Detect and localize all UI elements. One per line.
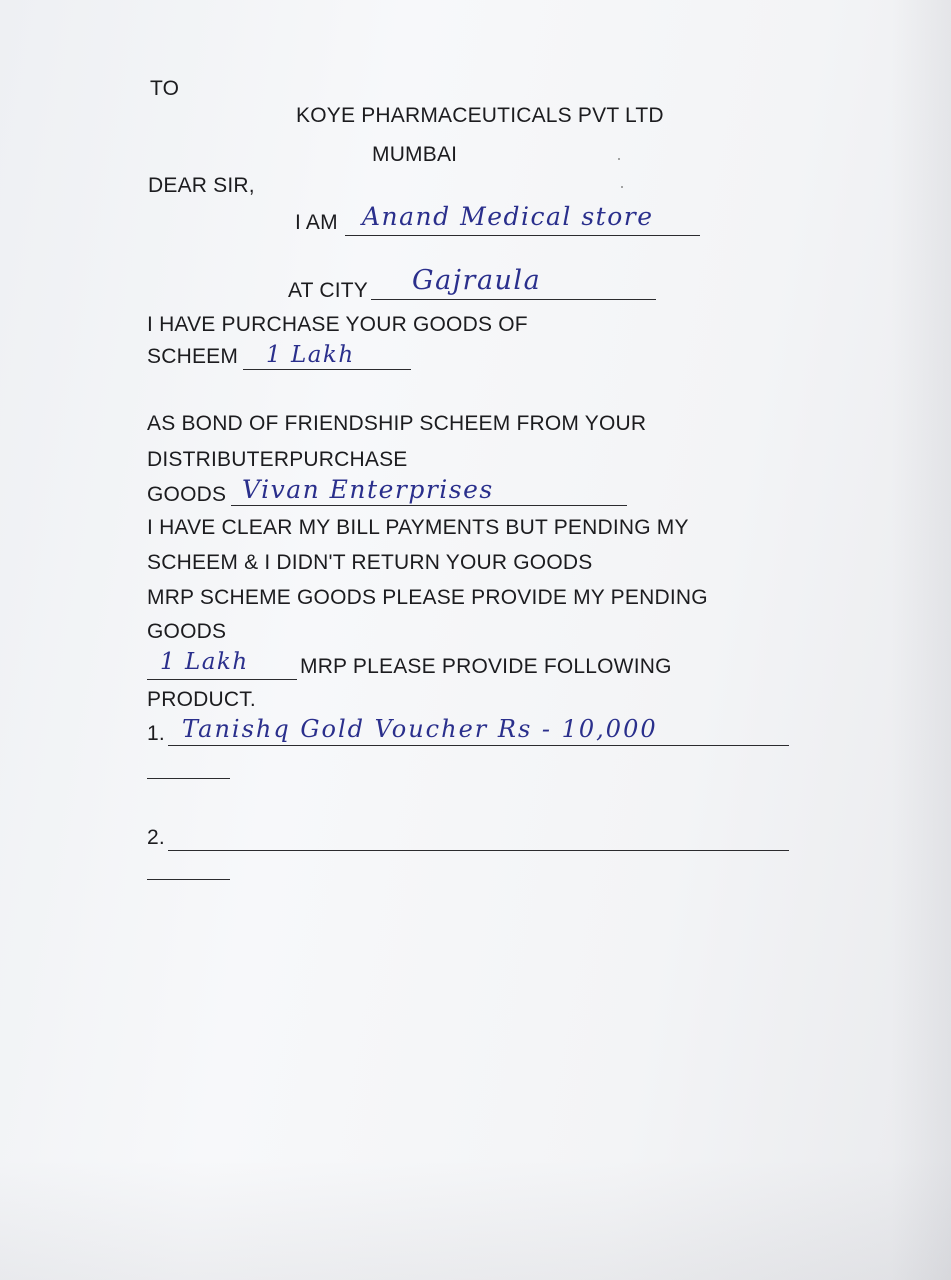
mrp-line-2: GOODS xyxy=(147,620,227,643)
item-2-number: 2. xyxy=(147,826,165,849)
bond-line-1: AS BOND OF FRIENDSHIP SCHEEM FROM YOUR xyxy=(147,412,647,435)
item-2-underline xyxy=(168,850,789,851)
mrp-line-1: MRP SCHEME GOODS PLEASE PROVIDE MY PENDING xyxy=(147,586,708,609)
salutation: DEAR SIR, xyxy=(148,174,255,197)
clear-line-2: SCHEEM & I DIDN'T RETURN YOUR GOODS xyxy=(147,551,593,574)
item-1-continuation-line xyxy=(147,778,230,779)
company-city: MUMBAI xyxy=(372,143,458,166)
product-label: PRODUCT. xyxy=(147,688,256,711)
purchase-line: I HAVE PURCHASE YOUR GOODS OF xyxy=(147,313,528,336)
i-am-label: I AM xyxy=(295,211,338,234)
pending-underline xyxy=(147,679,297,680)
ink-speck xyxy=(618,158,620,160)
scheem-underline xyxy=(243,369,411,370)
scheem-handwritten: 1 Lakh xyxy=(266,342,355,368)
item-1-underline xyxy=(168,745,789,746)
at-city-underline xyxy=(371,299,656,300)
bond-line-2: DISTRIBUTERPURCHASE xyxy=(147,448,408,471)
goods-underline xyxy=(231,505,627,506)
to-label: TO xyxy=(150,77,180,100)
ink-speck xyxy=(621,186,623,188)
page-shadow-right xyxy=(891,0,951,1280)
clear-line-1: I HAVE CLEAR MY BILL PAYMENTS BUT PENDING MY xyxy=(147,516,689,539)
at-city-label: AT CITY xyxy=(288,279,368,302)
company-name: KOYE PHARMACEUTICALS PVT LTD xyxy=(296,104,664,127)
i-am-underline xyxy=(345,235,700,236)
goods-label: GOODS xyxy=(147,483,227,506)
page-shadow-bottom xyxy=(0,1160,951,1280)
goods-handwritten: Vivan Enterprises xyxy=(242,475,494,504)
scheem-label: SCHEEM xyxy=(147,345,239,368)
item-1-handwritten: Tanishq Gold Voucher Rs - 10,000 xyxy=(182,715,658,743)
provide-line: MRP PLEASE PROVIDE FOLLOWING xyxy=(300,655,672,678)
item-2-continuation-line xyxy=(147,879,230,880)
item-1-number: 1. xyxy=(147,722,165,745)
pending-handwritten: 1 Lakh xyxy=(160,649,249,675)
i-am-handwritten: Anand Medical store xyxy=(362,202,654,231)
at-city-handwritten: Gajraula xyxy=(412,265,542,296)
